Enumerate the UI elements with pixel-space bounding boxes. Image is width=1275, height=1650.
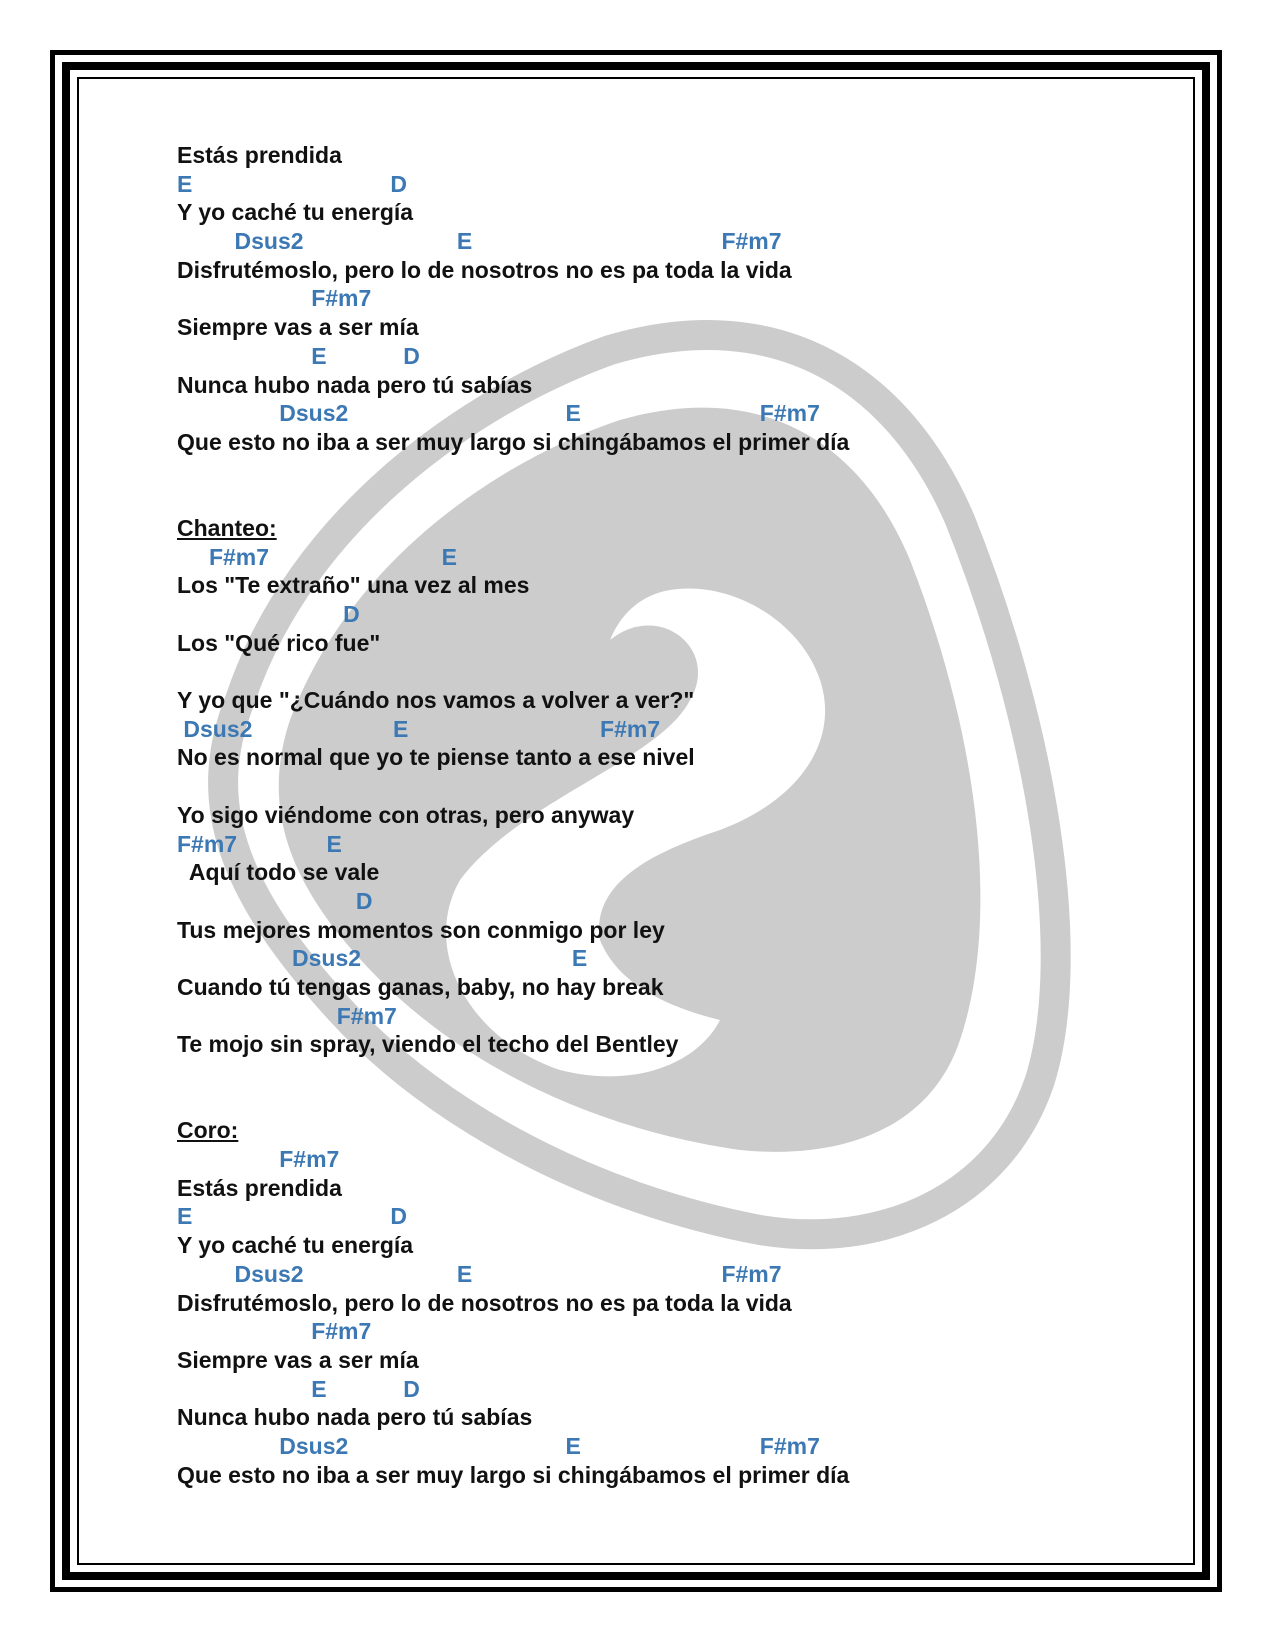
lyric-line: Que esto no iba a ser muy largo si chingábamos el primer día (177, 428, 850, 455)
lyric-line: Aquí todo se vale (177, 859, 380, 886)
chord-line: F#m7 E (177, 830, 342, 857)
lyric-line: Disfrutémoslo, pero lo de nosotros no es pa toda la vida (177, 256, 792, 283)
lyric-line: Cuando tú tengas ganas, baby, no hay break (177, 973, 664, 1000)
chord-line: F#m7 (177, 1146, 340, 1173)
blank-line (177, 457, 1137, 486)
lyric-line: Los "Qué rico fue" (177, 629, 381, 656)
chord-line: D (177, 887, 373, 914)
chord-line: Dsus2 E F#m7 (177, 1432, 820, 1459)
chord-line: Dsus2 E F#m7 (177, 715, 661, 742)
blank-line (177, 772, 1137, 801)
chord-line: F#m7 (177, 1002, 397, 1029)
blank-line (177, 1088, 1137, 1117)
blank-line (177, 657, 1137, 686)
lyric-line: Y yo caché tu energía (177, 1232, 414, 1259)
lyric-line: Yo sigo viéndome con otras, pero anyway (177, 801, 635, 828)
lyric-line: Y yo que "¿Cuándo nos vamos a volver a ver?" (177, 687, 695, 714)
lyric-line: Siempre vas a ser mía (177, 314, 419, 341)
chord-sheet (177, 141, 1137, 1489)
lyric-line: Nunca hubo nada pero tú sabías (177, 371, 533, 398)
chord-line: Dsus2 E F#m7 (177, 228, 782, 255)
chord-line: E D (177, 1375, 420, 1402)
lyric-line: Los "Te extraño" una vez al mes (177, 572, 530, 599)
chord-line: F#m7 (177, 285, 372, 312)
lyric-line: Que esto no iba a ser muy largo si chingábamos el primer día (177, 1461, 850, 1488)
chord-line: Dsus2 E (177, 945, 588, 972)
section-heading: Coro: (177, 1117, 239, 1144)
blank-line (177, 485, 1137, 514)
section-heading: Chanteo: (177, 514, 277, 541)
chord-line: E D (177, 342, 420, 369)
chord-line: Dsus2 E F#m7 (177, 1260, 782, 1287)
chord-line: F#m7 E (177, 543, 457, 570)
chord-line: F#m7 (177, 1318, 372, 1345)
lyric-line: Te mojo sin spray, viendo el techo del Bentley (177, 1031, 679, 1058)
chord-line: Dsus2 E F#m7 (177, 400, 820, 427)
chord-line: E D (177, 1203, 408, 1230)
lyric-line: Estás prendida (177, 142, 342, 168)
lyric-line: Tus mejores momentos son conmigo por ley (177, 916, 665, 943)
lyric-line: Y yo caché tu energía (177, 199, 414, 226)
blank-line (177, 1059, 1137, 1088)
chord-line: E D (177, 170, 408, 197)
lyric-line: Disfrutémoslo, pero lo de nosotros no es pa toda la vida (177, 1289, 792, 1316)
lyric-line: No es normal que yo te piense tanto a ese nivel (177, 744, 695, 771)
lyric-line: Siempre vas a ser mía (177, 1346, 419, 1373)
lyric-line: Nunca hubo nada pero tú sabías (177, 1404, 533, 1431)
chord-line: D (177, 601, 360, 627)
lyric-line: Estás prendida (177, 1174, 342, 1201)
